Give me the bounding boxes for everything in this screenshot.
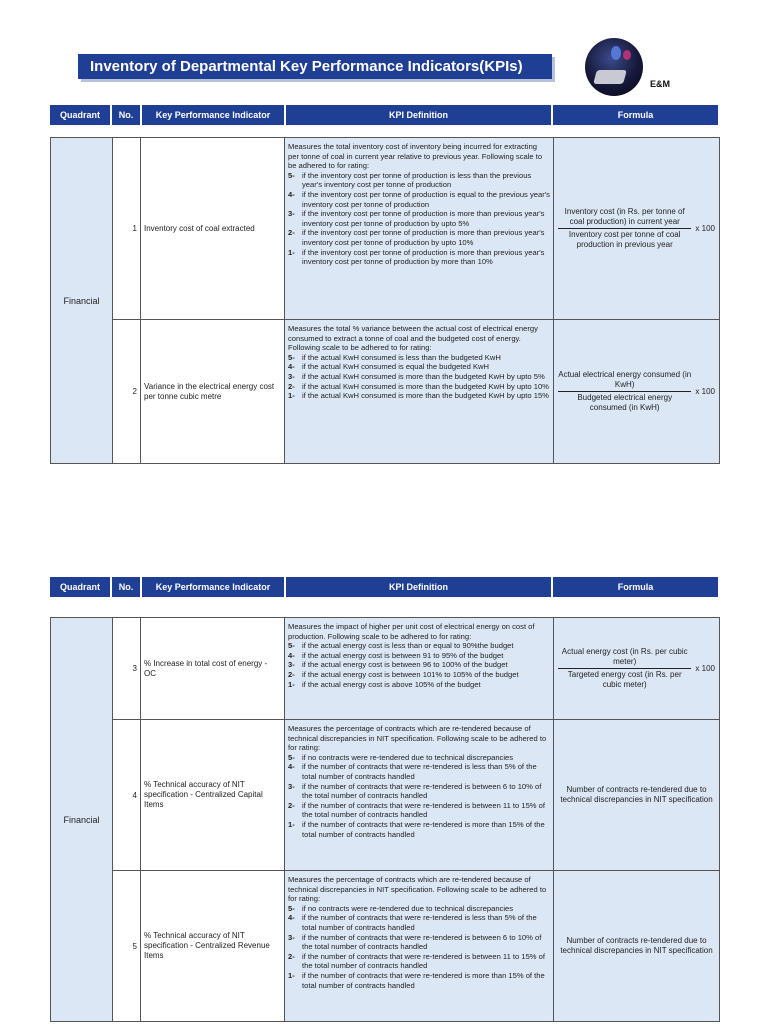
kpi-name: Variance in the electrical energy cost per tonne cubic metre — [141, 320, 285, 463]
scale-item: 4- if the actual KwH consumed is equal the budgeted KwH — [288, 362, 489, 372]
scale-item: 4- if the inventory cost per tonne of production is equal to the previous year's inventory cost per tonne of production — [288, 189, 550, 209]
scale-item: 5- if the inventory cost per tonne of production is less than the previous year's inventory cost per tonne of production — [288, 170, 532, 190]
kpi-formula: Number of contracts re-tendered due to technical discrepancies in NIT specification — [554, 871, 719, 1021]
header-no: No. — [112, 105, 142, 125]
row-number: 2 — [113, 320, 141, 463]
header-kpi: Key Performance Indicator — [142, 105, 286, 125]
kpi-name: % Technical accuracy of NIT specification - Centralized Revenue Items — [141, 871, 285, 1021]
formula-numerator: Inventory cost (in Rs. per tonne of coal production) in current year — [558, 207, 691, 229]
scale-item: 3- if the actual energy cost is between 96 to 100% of the budget — [288, 660, 508, 670]
row-number: 1 — [113, 138, 141, 319]
table-row — [113, 138, 719, 320]
table-row — [113, 320, 719, 463]
scale-item: 1- if the number of contracts that were re-tendered is more than 15% of the total number of contracts handled — [288, 819, 545, 839]
scale-item: 4- if the number of contracts that were re-tendered is less than 5% of the total number of contracts handled — [288, 913, 537, 932]
kpi-name: % Increase in total cost of energy - OC — [141, 618, 285, 719]
formula-denominator: Inventory cost per tonne of coal production in previous year — [568, 230, 681, 249]
scale-item: 2- if the actual KwH consumed is more than the budgeted KwH by upto 10% — [288, 381, 549, 391]
formula-denominator: Budgeted electrical energy consumed (in KwH) — [577, 393, 673, 412]
scale-item: 5- if no contracts were re-tendered due to technical discrepancies — [288, 903, 514, 913]
definition-intro: Measures the total inventory cost of inventory being incurred for extracting per tonne of coal in current year relative to previous year. Following scale to be adhered to for rating: — [288, 142, 543, 171]
quadrant-cell: Financial — [51, 138, 113, 463]
kpi-definition — [285, 138, 554, 319]
kpi-formula — [554, 618, 719, 719]
header-definition: KPI Definition — [286, 105, 553, 125]
scale-item: 4- if the number of contracts that were re-tendered is less than 5% of the total number of contracts handled — [288, 762, 537, 781]
logo-image — [585, 38, 643, 96]
scale-item: 3- if the number of contracts that were re-tendered is between 6 to 10% of the total number of contracts handled — [288, 932, 542, 952]
scale-item: 3- if the inventory cost per tonne of production is more than previous year's inventory cost per tonne of production by upto 5% — [288, 209, 545, 228]
formula-multiplier: x 100 — [695, 386, 715, 396]
logo-label: E&M — [650, 79, 670, 89]
row-number: 3 — [113, 618, 141, 719]
row-number: 5 — [113, 871, 141, 1021]
header-quadrant: Quadrant — [50, 577, 112, 597]
kpi-definition — [285, 720, 554, 870]
formula-denominator: Targeted energy cost (in Rs. per cubic meter) — [567, 670, 682, 689]
kpi-definition — [285, 618, 554, 719]
table-row — [113, 618, 719, 720]
formula-numerator: Actual electrical energy consumed (in KwH) — [558, 370, 691, 392]
kpi-table-1 — [50, 137, 720, 464]
header-definition: KPI Definition — [286, 577, 553, 597]
scale-item: 1- if the inventory cost per tonne of production is more than previous year's inventory cost per tonne of production by more than 10% — [288, 247, 545, 267]
scale-item: 5- if the actual KwH consumed is less than the budgeted KwH — [288, 352, 501, 362]
table-header-2 — [50, 577, 718, 597]
scale-item: 3- if the number of contracts that were re-tendered is between 6 to 10% of the total number of contracts handled — [288, 781, 542, 801]
page-title: Inventory of Departmental Key Performance Indicators(KPIs) — [78, 54, 552, 79]
table-header-1 — [50, 105, 718, 125]
definition-intro: Measures the percentage of contracts which are re-tendered because of technical discrepancies in NIT specification. Following scale to be adhered to for rating: — [288, 724, 547, 753]
kpi-formula: Number of contracts re-tendered due to technical discrepancies in NIT specification — [554, 720, 719, 870]
kpi-definition — [285, 320, 554, 463]
scale-item: 2- if the number of contracts that were re-tendered is between 11 to 15% of the total number of contracts handled — [288, 951, 545, 971]
table-row — [113, 720, 719, 871]
scale-item: 1- if the number of contracts that were re-tendered is more than 15% of the total number of contracts handled — [288, 970, 545, 990]
kpi-name: % Technical accuracy of NIT specification - Centralized Capital Items — [141, 720, 285, 870]
scale-item: 3- if the actual KwH consumed is more than the budgeted KwH by upto 5% — [288, 371, 545, 381]
scale-item: 2- if the actual energy cost is between 101% to 105% of the budget — [288, 669, 519, 679]
kpi-table-2 — [50, 617, 720, 1022]
quadrant-cell: Financial — [51, 618, 113, 1021]
kpi-formula — [554, 320, 719, 463]
kpi-name: Inventory cost of coal extracted — [141, 138, 285, 319]
header-formula: Formula — [617, 110, 654, 120]
definition-intro: Measures the total % variance between the actual cost of electrical energy consumed to extract a tonne of coal and the budgeted cost of energy. Following scale to be adhered to for rating: — [288, 324, 538, 353]
scale-item: 1- if the actual KwH consumed is more than the budgeted KwH by upto 15% — [288, 391, 549, 401]
header-formula: Formula — [617, 582, 654, 592]
formula-numerator: Actual energy cost (in Rs. per cubic meter) — [558, 647, 691, 669]
header-kpi: Key Performance Indicator — [142, 577, 286, 597]
formula-multiplier: x 100 — [695, 663, 715, 673]
kpi-definition — [285, 871, 554, 1021]
formula-multiplier: x 100 — [695, 223, 715, 233]
scale-item: 2- if the inventory cost per tonne of production is more than previous year's inventory cost per tonne of production by upto 10% — [288, 228, 545, 247]
scale-item: 5- if the actual energy cost is less than or equal to 90%the budget — [288, 641, 514, 651]
row-number: 4 — [113, 720, 141, 870]
definition-intro: Measures the percentage of contracts which are re-tendered because of technical discrepancies in NIT specification. Following scale to be adhered to for rating: — [288, 875, 547, 904]
scale-item: 2- if the number of contracts that were re-tendered is between 11 to 15% of the total number of contracts handled — [288, 800, 545, 820]
scale-item: 1- if the actual energy cost is above 105% of the budget — [288, 679, 481, 689]
kpi-formula — [554, 138, 719, 319]
scale-item: 5- if no contracts were re-tendered due to technical discrepancies — [288, 752, 514, 762]
scale-item: 4- if the actual energy cost is between 91 to 95% of the budget — [288, 650, 504, 660]
table-row — [113, 871, 719, 1021]
definition-intro: Measures the impact of higher per unit cost of electrical energy on cost of production. Following scale to be adhered to for rating: — [288, 622, 535, 641]
header-no: No. — [112, 577, 142, 597]
header-quadrant: Quadrant — [50, 105, 112, 125]
